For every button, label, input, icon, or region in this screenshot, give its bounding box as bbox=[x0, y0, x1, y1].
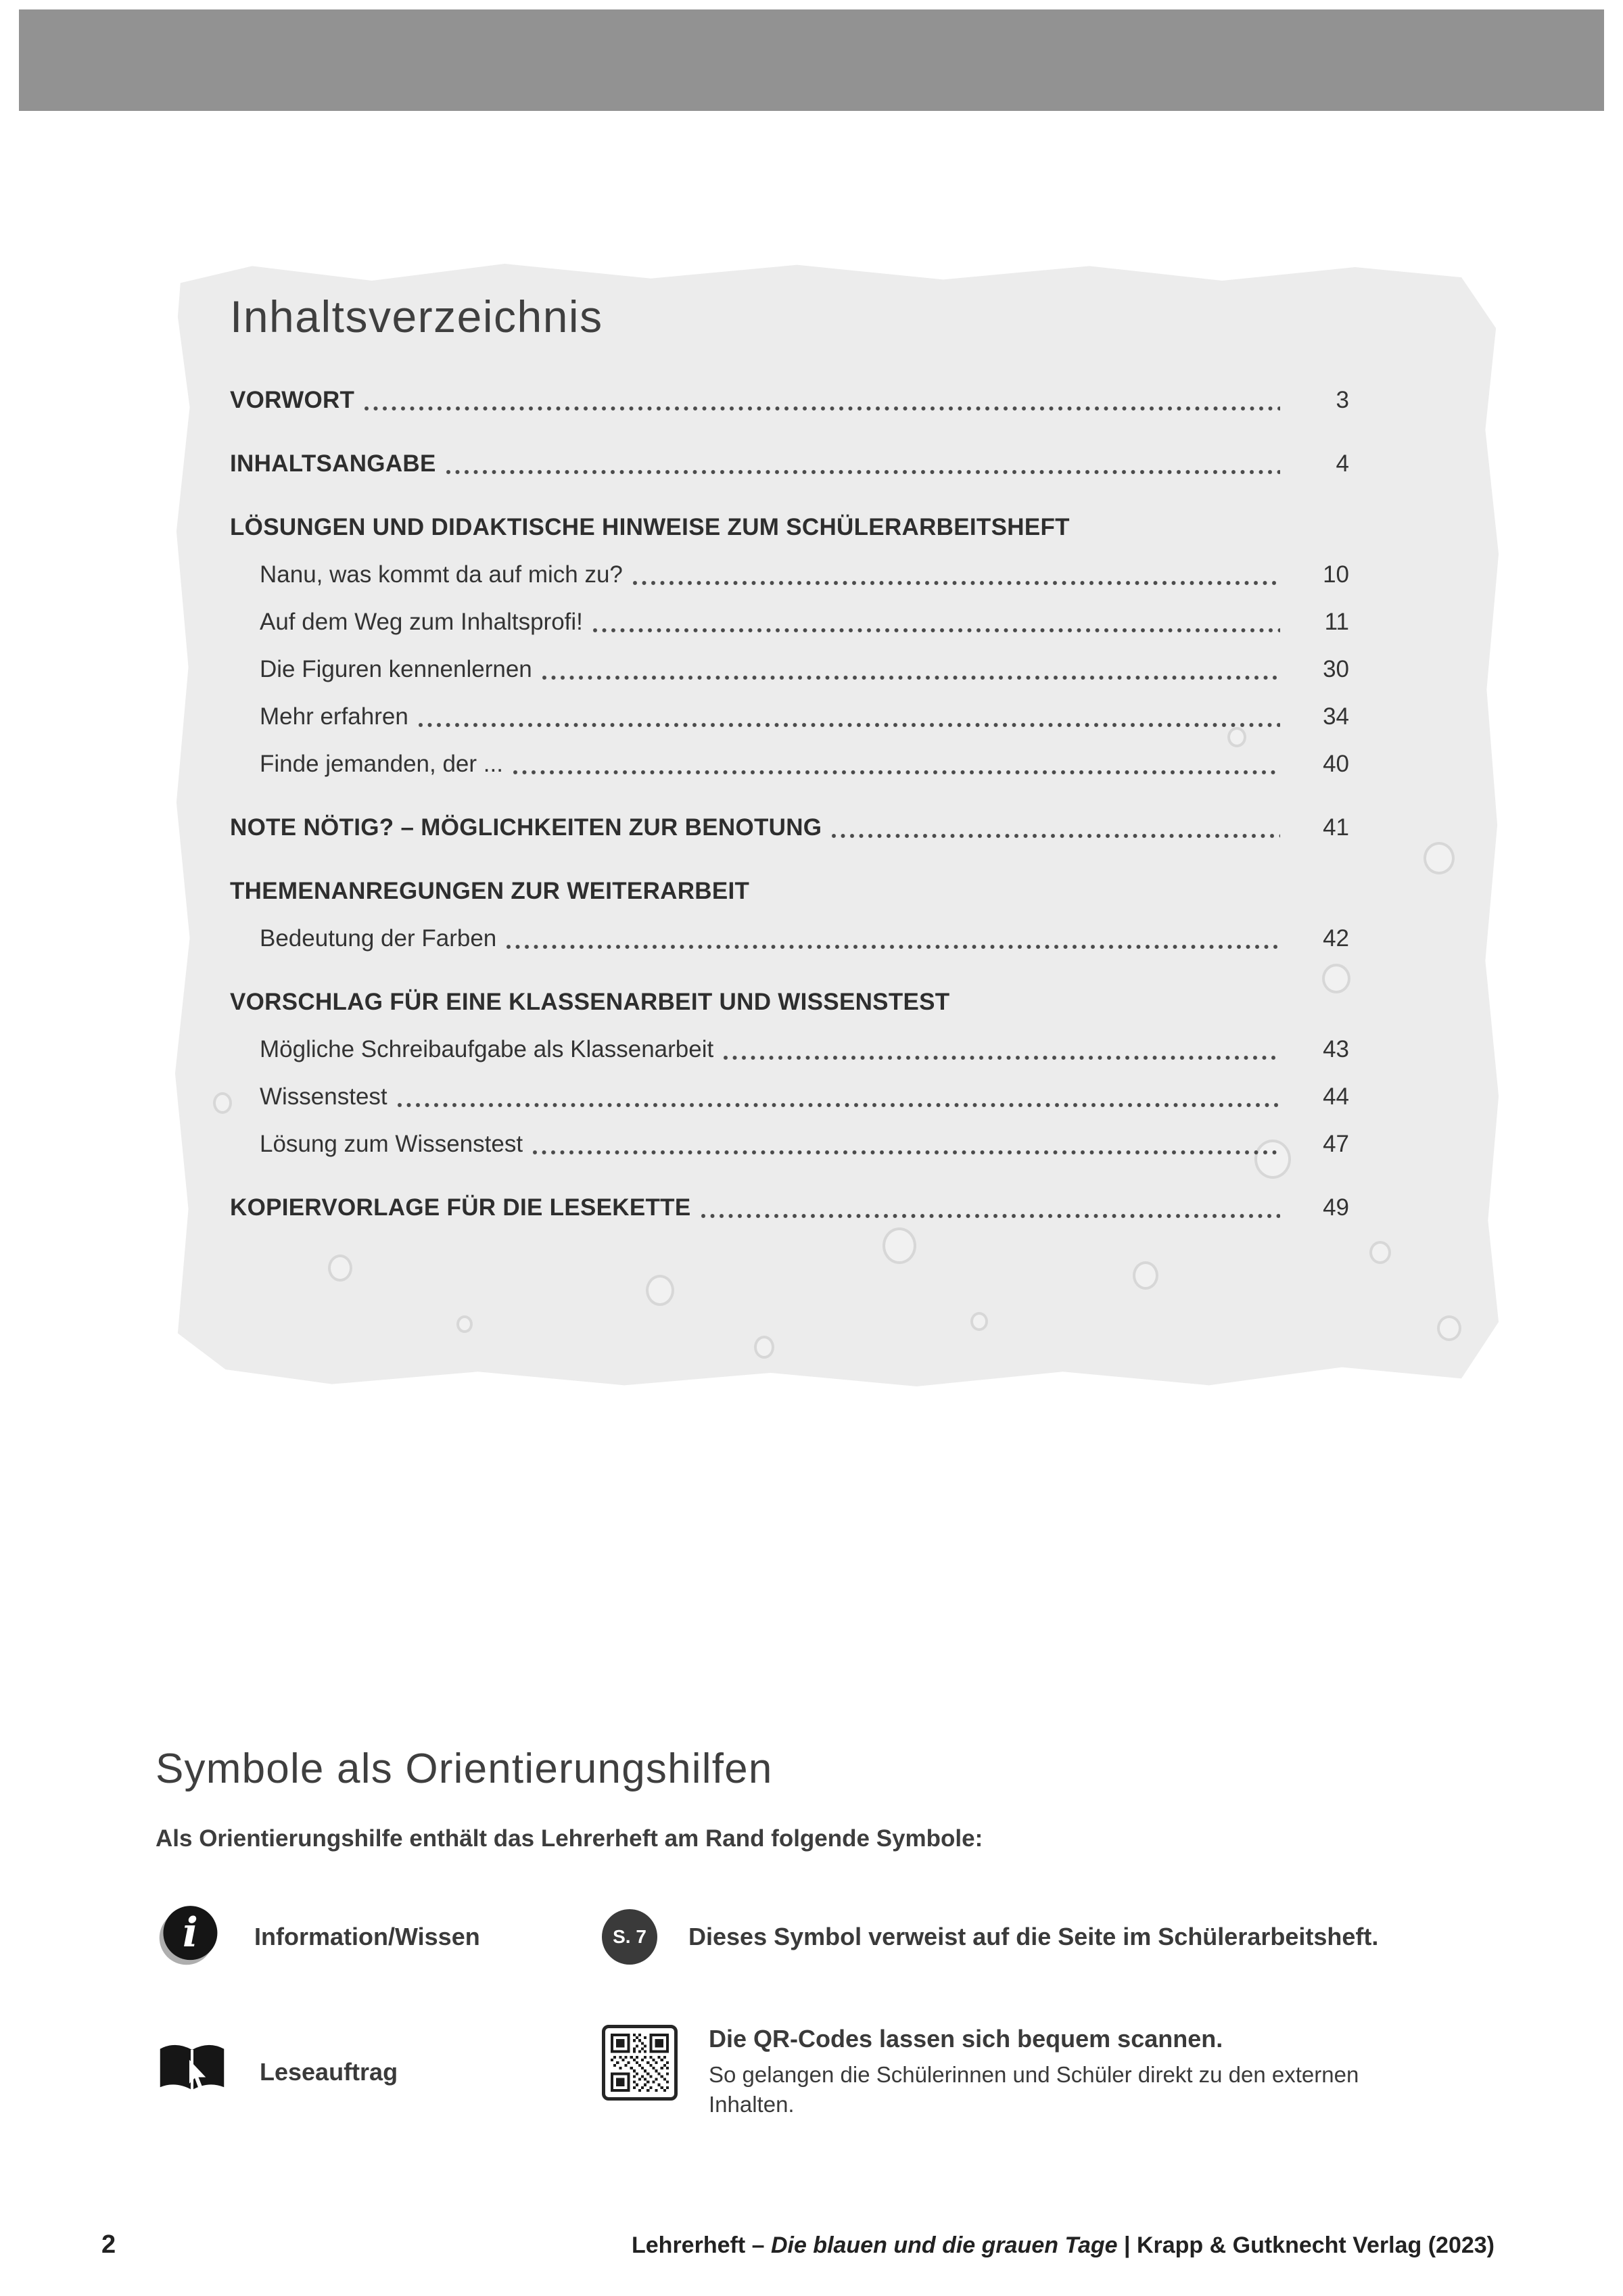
leseauftrag-label: Leseauftrag bbox=[260, 2058, 398, 2086]
water-droplet-decoration bbox=[646, 1275, 674, 1306]
leader-dots bbox=[418, 722, 1280, 728]
table-of-contents bbox=[230, 291, 1349, 1224]
water-droplet-decoration bbox=[328, 1255, 352, 1282]
toc-entry bbox=[230, 1192, 1349, 1224]
footer-text bbox=[632, 2232, 1495, 2259]
toc-entry-label: VORSCHLAG FÜR EINE KLASSENARBEIT UND WISSENSTEST bbox=[230, 989, 950, 1015]
leader-dots bbox=[831, 833, 1280, 839]
footer-book-title: Die blauen und die grauen Tage bbox=[770, 2232, 1118, 2258]
toc-entry bbox=[230, 511, 1349, 544]
leader-dots bbox=[364, 405, 1280, 412]
page-badge-text: Dieses Symbol verweist auf die Seite im Schülerarbeitsheft. bbox=[688, 1922, 1379, 1950]
page-footer bbox=[101, 2230, 1495, 2259]
water-droplet-decoration bbox=[1424, 842, 1455, 874]
water-droplet-decoration bbox=[970, 1312, 988, 1331]
water-droplet-decoration bbox=[883, 1227, 916, 1264]
toc-entry-label: NOTE NÖTIG? – MÖGLICHKEITEN ZUR BENOTUNG bbox=[230, 814, 822, 841]
toc-entry-page: 30 bbox=[1323, 656, 1349, 682]
water-droplet-decoration bbox=[1437, 1315, 1461, 1341]
toc-list bbox=[230, 384, 1349, 1224]
toc-entry bbox=[230, 1033, 1349, 1066]
toc-entry-page: 41 bbox=[1323, 814, 1349, 841]
water-droplet-decoration bbox=[754, 1336, 774, 1359]
toc-entry bbox=[230, 653, 1349, 686]
water-droplet-decoration bbox=[1133, 1261, 1158, 1290]
toc-title: Inhaltsverzeichnis bbox=[230, 291, 603, 342]
leader-dots bbox=[446, 469, 1280, 475]
toc-entry bbox=[230, 922, 1349, 955]
toc-entry bbox=[230, 559, 1349, 591]
toc-entry bbox=[230, 812, 1349, 844]
toc-entry-label: THEMENANREGUNGEN ZUR WEITERARBEIT bbox=[230, 878, 750, 904]
leader-dots bbox=[397, 1102, 1280, 1108]
toc-entry-page: 47 bbox=[1323, 1131, 1349, 1157]
toc-entry-label: KOPIERVORLAGE FÜR DIE LESEKETTE bbox=[230, 1194, 691, 1221]
symbols-section bbox=[156, 1745, 1501, 2119]
leader-dots bbox=[532, 1149, 1280, 1156]
qr-sub-label: So gelangen die Schülerinnen und Schüler direkt zu den externen Inhalten. bbox=[709, 2062, 1359, 2117]
toc-entry-page: 49 bbox=[1323, 1194, 1349, 1221]
info-label: Information/Wissen bbox=[254, 1922, 480, 1950]
toc-entry-label: Mögliche Schreibaufgabe als Klassenarbeit bbox=[260, 1036, 714, 1062]
toc-entry-label: LÖSUNGEN UND DIDAKTISCHE HINWEISE ZUM SCHÜLERARBEITSHEFT bbox=[230, 514, 1070, 540]
toc-entry-label: Bedeutung der Farben bbox=[260, 925, 497, 952]
toc-entry bbox=[230, 875, 1349, 908]
toc-entry-label: Mehr erfahren bbox=[260, 703, 408, 730]
toc-entry-page: 42 bbox=[1323, 925, 1349, 952]
toc-entry-page: 4 bbox=[1336, 450, 1349, 477]
toc-entry-label: Finde jemanden, der ... bbox=[260, 751, 503, 777]
toc-entry bbox=[230, 748, 1349, 780]
symbols-title: Symbole als Orientierungshilfen bbox=[156, 1746, 773, 1792]
toc-entry-page: 11 bbox=[1324, 609, 1349, 635]
page-badge-label: S. 7 bbox=[613, 1925, 646, 1947]
page-header-bar bbox=[19, 9, 1604, 111]
water-droplet-decoration bbox=[213, 1092, 232, 1114]
legend-item-page-reference bbox=[602, 1909, 1501, 1965]
svg-text:i: i bbox=[183, 1909, 198, 1957]
footer-text-suffix: | Krapp & Gutknecht Verlag (2023) bbox=[1117, 2232, 1495, 2258]
toc-entry bbox=[230, 986, 1349, 1018]
leader-dots bbox=[701, 1213, 1280, 1219]
toc-entry-page: 10 bbox=[1323, 561, 1349, 588]
info-icon bbox=[156, 1901, 223, 1972]
symbols-legend bbox=[156, 1901, 1501, 2119]
toc-entry bbox=[230, 1128, 1349, 1161]
toc-entry-label: Wissenstest bbox=[260, 1083, 387, 1110]
leader-dots bbox=[542, 674, 1280, 681]
toc-entry bbox=[230, 701, 1349, 733]
leader-dots bbox=[592, 627, 1280, 634]
page-number: 2 bbox=[101, 2230, 116, 2259]
toc-entry-page: 44 bbox=[1323, 1083, 1349, 1110]
leader-dots bbox=[632, 580, 1280, 586]
qr-bold-label: Die QR-Codes lassen sich bequem scannen. bbox=[709, 2025, 1223, 2053]
legend-item-leseauftrag bbox=[156, 2040, 602, 2105]
toc-entry-label: Die Figuren kennenlernen bbox=[260, 656, 532, 682]
book-hand-icon bbox=[156, 2040, 229, 2105]
legend-item-qr bbox=[602, 2025, 1501, 2119]
water-droplet-decoration bbox=[456, 1315, 473, 1333]
toc-entry-page: 34 bbox=[1323, 703, 1349, 730]
toc-entry-label: Lösung zum Wissenstest bbox=[260, 1131, 523, 1157]
toc-entry-label: VORWORT bbox=[230, 387, 355, 413]
toc-entry-page: 43 bbox=[1323, 1036, 1349, 1062]
footer-text-prefix: Lehrerheft – bbox=[632, 2232, 771, 2258]
toc-entry bbox=[230, 606, 1349, 638]
toc-entry bbox=[230, 1081, 1349, 1113]
legend-item-information bbox=[156, 1901, 602, 1972]
page-badge bbox=[602, 1909, 657, 1965]
leader-dots bbox=[506, 943, 1280, 950]
qr-code-icon bbox=[602, 2025, 678, 2101]
toc-entry-label: INHALTSANGABE bbox=[230, 450, 436, 477]
toc-entry bbox=[230, 448, 1349, 480]
toc-entry bbox=[230, 384, 1349, 417]
toc-entry-page: 40 bbox=[1323, 751, 1349, 777]
toc-entry-page: 3 bbox=[1336, 387, 1349, 413]
symbols-intro: Als Orientierungshilfe enthält das Lehrerheft am Rand folgende Symbole: bbox=[156, 1825, 983, 1852]
toc-entry-label: Nanu, was kommt da auf mich zu? bbox=[260, 561, 623, 588]
leader-dots bbox=[723, 1054, 1280, 1061]
leader-dots bbox=[513, 769, 1280, 776]
toc-entry-label: Auf dem Weg zum Inhaltsprofi! bbox=[260, 609, 583, 635]
water-droplet-decoration bbox=[1369, 1241, 1391, 1264]
